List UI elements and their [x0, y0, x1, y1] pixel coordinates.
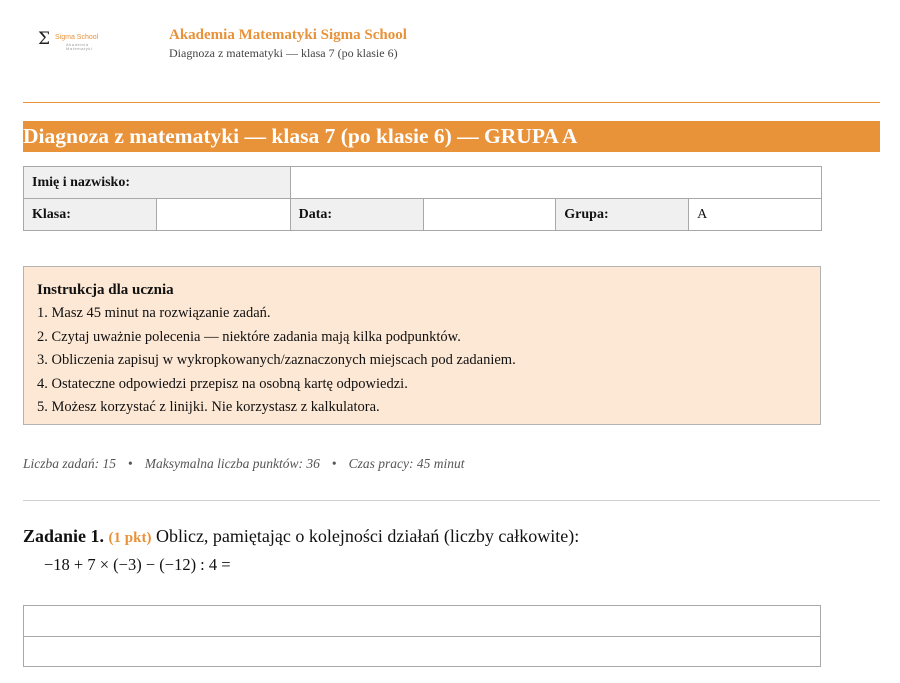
answer-line[interactable]: [23, 636, 821, 667]
group-label: Grupa:: [556, 199, 689, 231]
sigma-icon: Σ: [38, 29, 51, 49]
instructions-title: Instrukcja dla ucznia: [37, 282, 174, 298]
date-field[interactable]: [423, 199, 556, 231]
logo-subtitle: Akademia Matematyki: [66, 42, 93, 51]
task-expression: −18 + 7 × (−3) − (−12) : 4 =: [44, 555, 231, 574]
task-1-prompt: [23, 526, 579, 547]
date-label: Data:: [290, 199, 423, 231]
name-label: Imię i nazwisko:: [24, 167, 291, 199]
answer-line[interactable]: [23, 605, 821, 637]
instruction-item: 5. Możesz korzystać z linijki. Nie korzystasz z kalkulatora.: [37, 399, 380, 415]
name-field[interactable]: [290, 167, 821, 199]
exam-meta: [23, 456, 464, 472]
instruction-item: 4. Ostateczne odpowiedzi przepisz na osobną kartę odpowiedzi.: [37, 375, 408, 392]
school-name: Akademia Matematyki Sigma School: [169, 27, 407, 43]
header-divider: [23, 102, 880, 103]
school-logo: [38, 31, 118, 55]
logo-title: Sigma School: [55, 34, 99, 41]
header-subtitle: Diagnoza z matematyki — klasa 7 (po klasie 6): [169, 46, 398, 60]
meta-separator: •: [128, 456, 133, 471]
section-divider: [23, 500, 880, 501]
task-text: Oblicz, pamiętając o kolejności działań (liczby całkowite):: [155, 526, 580, 546]
class-field[interactable]: [156, 199, 290, 231]
class-label: Klasa:: [24, 199, 157, 231]
task-count: Liczba zadań: 15: [23, 456, 117, 471]
group-field[interactable]: A: [689, 199, 822, 231]
name-row: [24, 167, 822, 199]
page-title: Diagnoza z matematyki — klasa 7 (po klasie 6) — GRUPA A: [23, 124, 578, 148]
meta-separator: •: [331, 456, 337, 471]
instruction-item: 1. Masz 45 minut na rozwiązanie zadań.: [37, 305, 271, 321]
task-number: Zadanie 1.: [23, 526, 105, 546]
class-date-group-row: [24, 199, 822, 231]
instructions-box: [23, 266, 821, 425]
instruction-item: 2. Czytaj uważnie polecenia — niektóre zadania mają kilka podpunktów.: [37, 328, 461, 345]
task-points: (1 pkt): [108, 530, 152, 546]
max-points: Maksymalna liczba punktów: 36: [144, 456, 320, 471]
work-time: Czas pracy: 45 minut: [348, 456, 465, 471]
title-bar: [23, 121, 880, 152]
instruction-item: 3. Obliczenia zapisuj w wykropkowanych/zaznaczonych miejscach pod zadaniem.: [37, 352, 516, 368]
student-info-table: [23, 166, 822, 231]
